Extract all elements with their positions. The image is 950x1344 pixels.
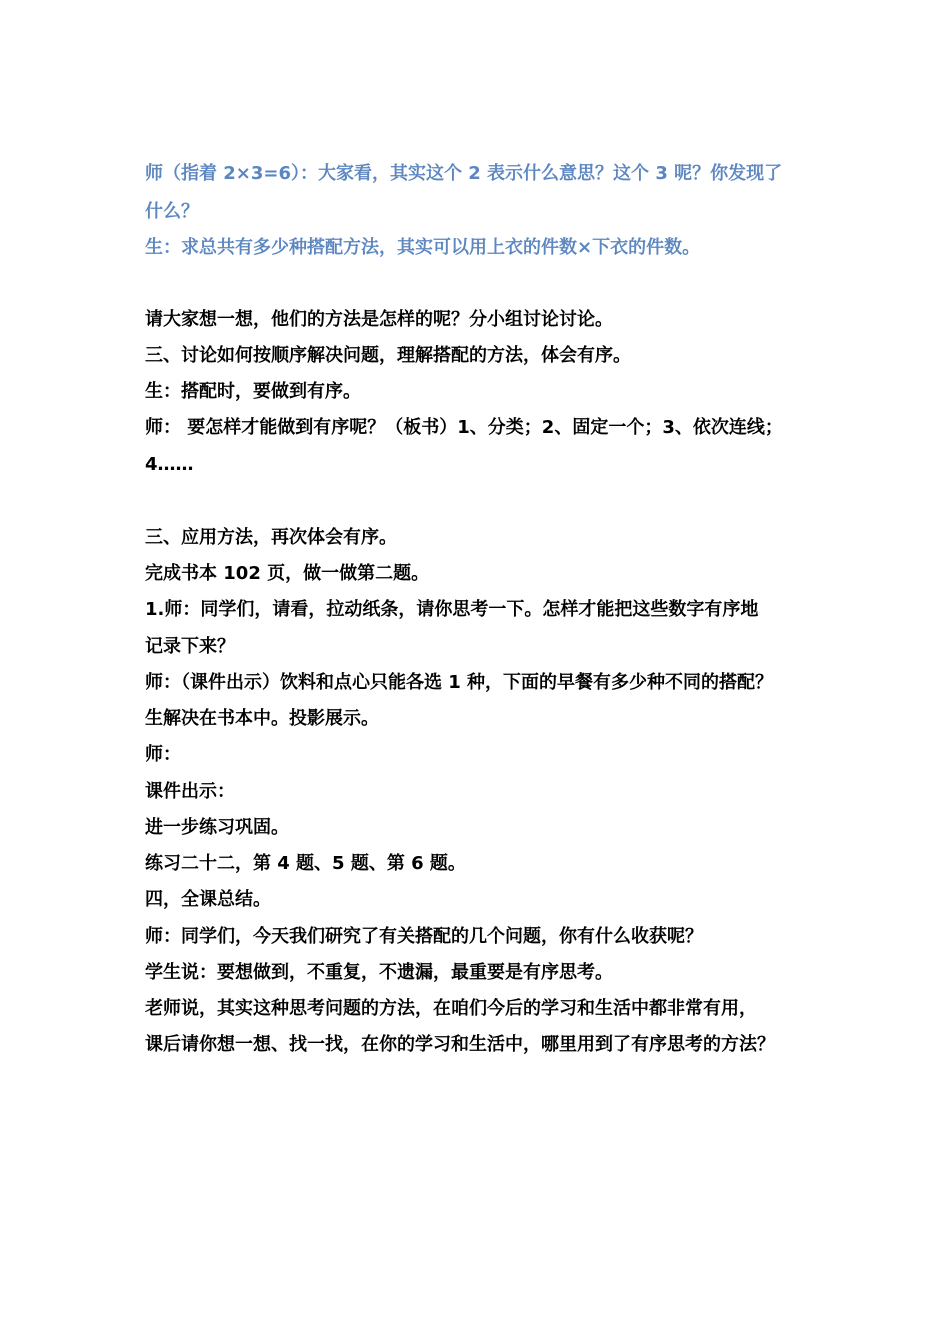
paragraph-line: 师： 要怎样才能做到有序呢？（板书）1、分类；2、固定一个；3、依次连线； [145,417,783,438]
paragraph-line: 4…… [145,454,194,475]
teacher-question-line-2: 什么？ [145,201,199,222]
paragraph-line: 记录下来？ [145,636,235,657]
paragraph-line: 生：搭配时，要做到有序。 [145,381,361,402]
paragraph-line: 师： [145,744,181,765]
teacher-question-line-1: 师（指着 2×3=6）：大家看，其实这个 2 表示什么意思？这个 3 呢？你发现了 [145,163,783,184]
paragraph-line: 老师说，其实这种思考问题的方法，在咱们今后的学习和生活中都非常有用， [145,998,757,1019]
section-heading: 三、应用方法，再次体会有序。 [145,527,397,548]
student-answer-line: 生：求总共有多少种搭配方法，其实可以用上衣的件数×下衣的件数。 [145,237,701,258]
section-heading: 四，全课总结。 [145,889,271,910]
paragraph-line: 课后请你想一想、找一找，在你的学习和生活中，哪里用到了有序思考的方法？ [145,1034,775,1055]
section-heading: 三、讨论如何按顺序解决问题，理解搭配的方法，体会有序。 [145,345,631,366]
paragraph-line: 师：同学们，今天我们研究了有关搭配的几个问题，你有什么收获呢？ [145,926,703,947]
paragraph-line: 请大家想一想，他们的方法是怎样的呢？分小组讨论讨论。 [145,309,613,330]
paragraph-line: 练习二十二，第 4 题、5 题、第 6 题。 [145,853,466,874]
paragraph-line: 师：（课件出示）饮料和点心只能各选 1 种，下面的早餐有多少种不同的搭配？ [145,672,774,693]
paragraph-line: 生解决在书本中。投影展示。 [145,708,379,729]
paragraph-line: 学生说：要想做到，不重复，不遗漏，最重要是有序思考。 [145,962,613,983]
paragraph-line: 完成书本 102 页，做一做第二题。 [145,563,430,584]
paragraph-line: 进一步练习巩固。 [145,817,289,838]
paragraph-line: 课件出示： [145,781,235,802]
paragraph-line: 1.师：同学们，请看，拉动纸条，请你思考一下。怎样才能把这些数字有序地 [145,599,759,620]
